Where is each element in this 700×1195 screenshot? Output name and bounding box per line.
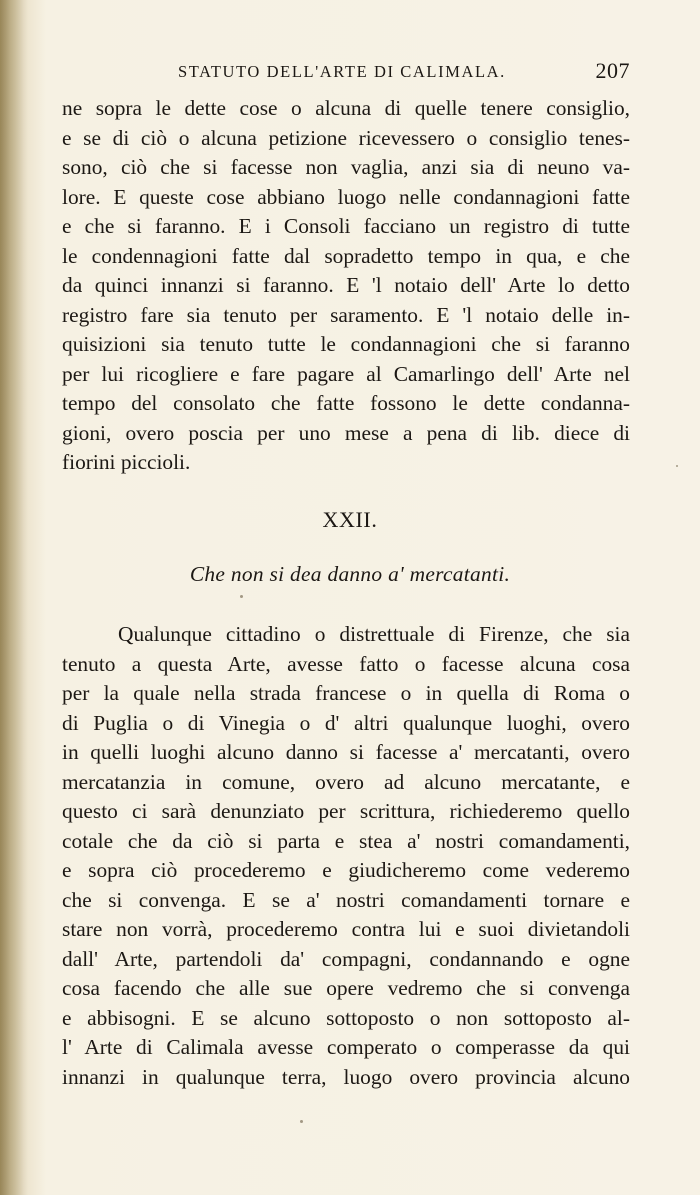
text-line: tempo del consolato che fatte fossono le dette condanna- bbox=[62, 391, 630, 415]
chapter-title: Che non si dea danno a' mercatanti. bbox=[189, 562, 511, 586]
text-line: e sopra ciò procederemo e giudicheremo come vederemo bbox=[62, 858, 630, 882]
text-line: e abbisogni. E se alcuno sottoposto o non sottoposto al- bbox=[62, 1005, 630, 1030]
text-line: sono, ciò che si facesse non vaglia, anzi sia di neuno va- bbox=[62, 155, 630, 179]
text-line: ne sopra le dette cose o alcuna di quelle tenere consiglio, bbox=[62, 96, 630, 120]
text-line: di Puglia o di Vinegia o d' altri qualunque luoghi, overo bbox=[62, 710, 630, 735]
text-line: per lui ricogliere e fare pagare al Camarlingo dell' Arte nel bbox=[62, 361, 630, 386]
text-line: da quinci innanzi si faranno. E 'l notaio dell' Arte lo detto bbox=[62, 273, 630, 297]
text-line: gioni, overo poscia per uno mese a pena di lib. diece di bbox=[62, 420, 630, 445]
text-line: lore. E queste cose abbiano luogo nelle condannagioni fatte bbox=[62, 184, 630, 209]
page-header bbox=[178, 58, 630, 86]
continued-paragraph bbox=[62, 94, 630, 478]
chapter-number: XXII. bbox=[322, 507, 378, 532]
text-line: e se di ciò o alcuna petizione ricevessero o consiglio tenes- bbox=[62, 125, 630, 150]
text-line: che si convenga. E se a' nostri comandamenti tornare e bbox=[62, 887, 630, 912]
text-line: l' Arte di Calimala avesse comperato o comperasse da qui bbox=[62, 1035, 630, 1059]
text-line: fiorini piccioli. bbox=[62, 450, 191, 474]
text-line: Qualunque cittadino o distrettuale di Firenze, che sia bbox=[62, 622, 630, 646]
text-line: innanzi in qualunque terra, luogo overo provincia alcuno bbox=[62, 1064, 630, 1089]
text-line: cosa facendo che alle sue opere vedremo che si convenga bbox=[62, 976, 630, 1000]
running-head: STATUTO DELL'ARTE DI CALIMALA. bbox=[178, 62, 506, 81]
text-line: questo ci sarà denunziato per scrittura, richiederemo quello bbox=[62, 799, 630, 823]
chapter-body bbox=[62, 620, 630, 1092]
text-line: in quelli luoghi alcuno danno si facesse a' mercatanti, overo bbox=[62, 740, 630, 764]
page-number: 207 bbox=[595, 58, 630, 83]
text-line: registro fare sia tenuto per saramento. E 'l notaio delle in- bbox=[62, 302, 630, 327]
text-line: quisizioni sia tenuto tutte le condannagioni che si faranno bbox=[62, 332, 630, 356]
text-line: per la quale nella strada francese o in quella di Roma o bbox=[62, 681, 630, 705]
paper-speck bbox=[676, 465, 678, 467]
text-line: tenuto a questa Arte, avesse fatto o facesse alcuna cosa bbox=[62, 651, 630, 676]
text-line: e che si faranno. E i Consoli facciano un registro di tutte bbox=[62, 214, 630, 238]
spine-shadow bbox=[0, 0, 28, 1195]
paper-speck bbox=[240, 595, 243, 598]
text-line: dall' Arte, partendoli da' compagni, condannando e ogne bbox=[62, 946, 630, 971]
text-line: le condennagioni fatte dal sopradetto tempo in qua, e che bbox=[62, 243, 630, 268]
paper-speck bbox=[300, 1120, 303, 1123]
text-line: cotale che da ciò si parta e stea a' nostri comandamenti, bbox=[62, 828, 630, 853]
text-line: stare non vorrà, procederemo contra lui e suoi divietandoli bbox=[62, 917, 630, 941]
text-line: mercatanzia in comune, overo ad alcuno mercatante, e bbox=[62, 769, 630, 794]
